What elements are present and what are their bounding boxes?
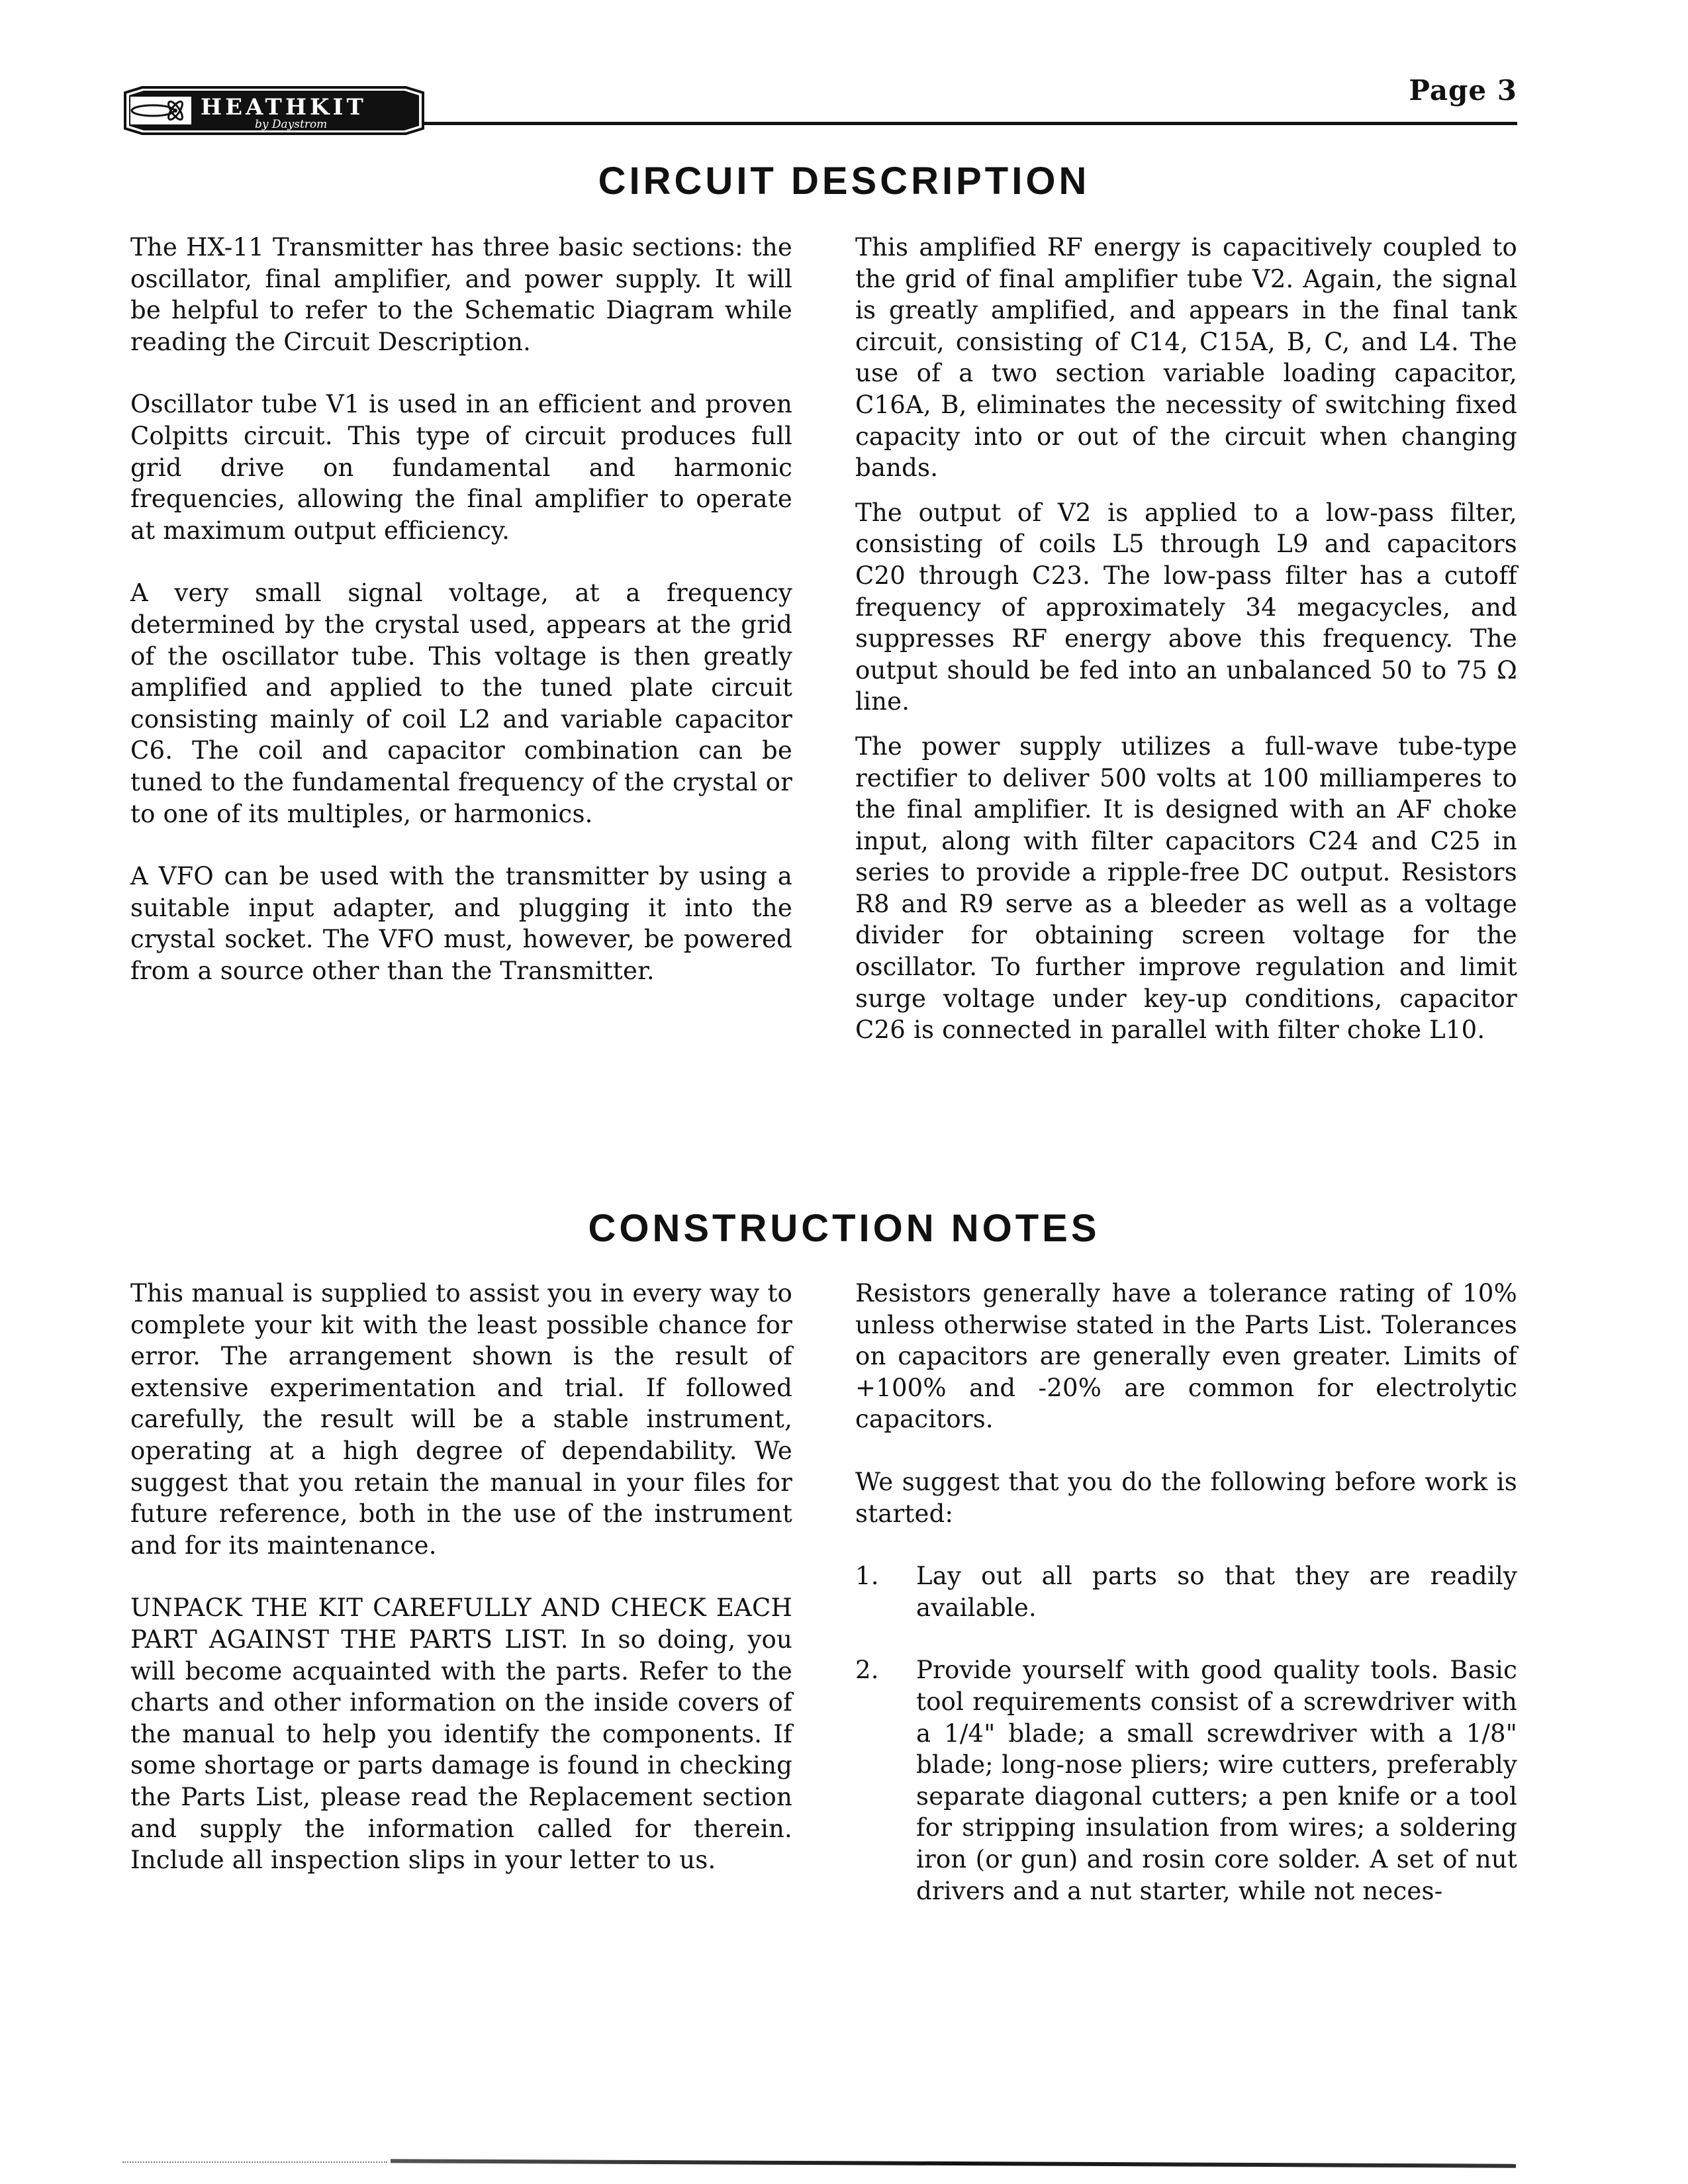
paragraph: The power supply utilizes a full-wave tube-type rectifier to deliver 500 volts at 100 milliamperes to the final amplifier. It is designed with an AF choke input, along with filter capacitors C24 and C25 in series to provide a ripple-free DC output. Resistors R8 and R9 serve as a bleeder as well as a voltage divider for obtaining screen voltage for the oscillator. To further improve regulation and limit surge voltage under key-up conditions, capacitor C26 is connected in parallel with filter choke L10. [855, 732, 1517, 1045]
circuit-description-right-column [855, 232, 1517, 1059]
paragraph: A VFO can be used with the transmitter by using a suitable input adapter, and plugging it into the crystal socket. The VFO must, however, be powered from a source other than the Transmitter. [130, 862, 792, 985]
step-item-1 [855, 1560, 1517, 1623]
construction-notes-right-column [855, 1278, 1517, 1938]
logo-sub-text: by Daystrom [255, 118, 328, 131]
paragraph: Oscillator tube V1 is used in an efficient and proven Colpitts circuit. This type of circuit produces full grid drive on fundamental and harmonic frequencies, allowing the final amplifier to operate at maximum output efficiency. [130, 390, 792, 545]
paragraph: The output of V2 is applied to a low-pass filter, consisting of coils L5 through L9 and capacitors C20 through C23. The low-pass filter has a cutoff frequency of approximately 34 megacycles, and suppresses RF energy above this frequency. The output should be fed into an unbalanced 50 to 75 Ω line. [855, 498, 1517, 716]
header-rule [424, 122, 1517, 125]
step-text: Lay out all parts so that they are readily available. [916, 1562, 1517, 1622]
construction-notes-left-column [130, 1278, 792, 1907]
step-item-2 [855, 1654, 1517, 1907]
step-number: 1. [855, 1562, 879, 1591]
footer-dotted-rule [122, 2161, 387, 2164]
footer-rule [391, 2159, 1516, 2167]
paragraph: This amplified RF energy is capacitively coupled to the grid of final amplifier tube V2. Again, the signal is greatly amplified, and appears in the final tank circuit, consisting of C14, C15A, B, C, and L4. The use of a two section variable loading capacitor, C16A, B, eliminates the necessity of switching fixed capacity into or out of the circuit when changing bands. [855, 233, 1517, 483]
paragraph: A very small signal voltage, at a frequency determined by the crystal used, appears at the grid of the oscillator tube. This voltage is then greatly amplified and applied to the tuned plate circuit consisting mainly of coil L2 and variable capacitor C6. The coil and capacitor combination can be tuned to the fundamental frequency of the crystal or to one of its multiples, or harmonics. [130, 579, 792, 828]
page-number: Page 3 [1409, 74, 1517, 107]
paragraph: The HX-11 Transmitter has three basic sections: the oscillator, final amplifier, and power supply. It will be helpful to refer to the Schematic Diagram while reading the Circuit Description. [130, 233, 792, 356]
step-text: Provide yourself with good quality tools. Basic tool requirements consist of a screwdriver with a 1/4" blade; a small screwdriver with a 1/8" blade; long-nose pliers; wire cutters, preferably separate diagonal cutters; a pen knife or a tool for stripping insulation from wires; a soldering iron (or gun) and rosin core solder. A set of nut drivers and a nut starter, while not neces- [916, 1656, 1517, 1905]
paragraph: UNPACK THE KIT CAREFULLY AND CHECK EACH PART AGAINST THE PARTS LIST. In so doing, you will become acquainted with the parts. Refer to the charts and other information on the inside covers of the manual to help you identify the components. If some shortage or parts damage is found in checking the Parts List, please read the Replacement section and supply the information called for therein. Include all inspection slips in your letter to us. [130, 1593, 792, 1875]
section-title-circuit-description: CIRCUIT DESCRIPTION [598, 160, 1090, 203]
step-number: 2. [855, 1656, 879, 1685]
circuit-description-left-column [130, 232, 792, 1018]
logo-brand-text: HEATHKIT [201, 94, 367, 120]
paragraph: Resistors generally have a tolerance rating of 10% unless otherwise stated in the Parts List. Tolerances on capacitors are generally even greater. Limits of +100% and -20% are common for electrolytic capacitors. [855, 1279, 1517, 1434]
paragraph: This manual is supplied to assist you in every way to complete your kit with the least possible chance for error. The arrangement shown is the result of extensive experimentation and trial. If followed carefully, the result will be a stable instrument, operating at a high degree of dependability. We suggest that you retain the manual in your files for future reference, both in the use of the instrument and for its maintenance. [130, 1279, 792, 1560]
paragraph: We suggest that you do the following before work is started: [855, 1467, 1517, 1528]
section-title-construction-notes: CONSTRUCTION NOTES [588, 1207, 1100, 1250]
heathkit-logo [122, 85, 426, 136]
